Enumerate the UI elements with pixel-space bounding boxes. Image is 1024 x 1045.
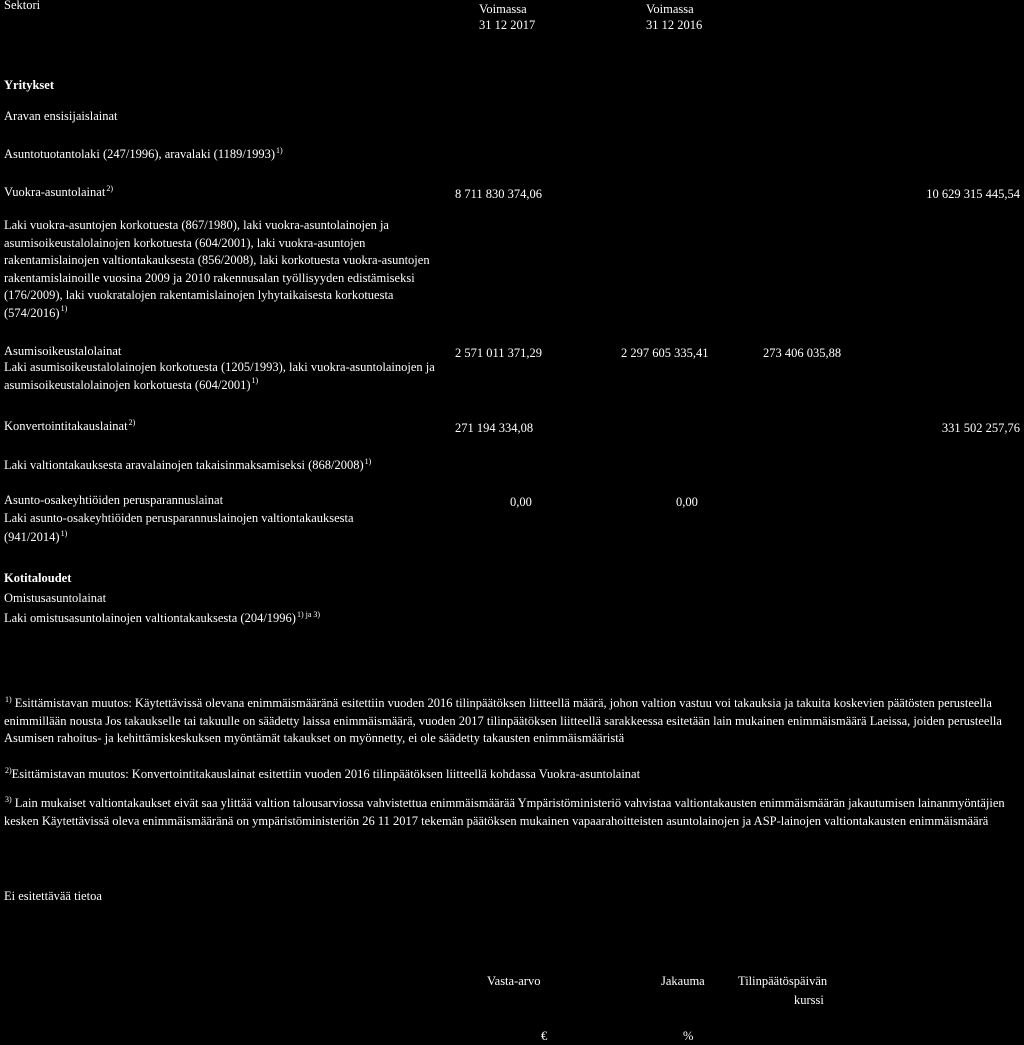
renovation-law-text-2: $(941/2014)^{1)}$ [4, 528, 68, 544]
arava-primary-label: Aravan ensisijaislainat [4, 109, 118, 123]
header-col2-line2: 31 12 2016 [646, 18, 703, 32]
renovation-loans-label: Asunto-osakeyhtiöiden perusparannuslainat [4, 493, 224, 507]
col-distribution-header: Jakauma [661, 974, 705, 988]
renovation-law-text-1: Laki asunto-osakeyhtiöiden perusparannuslainojen valtiontakauksesta [4, 511, 354, 525]
housing-law-text: Asuntotuotantolaki (247/1996), aravalaki $(1189/1993)^{1)}$ [4, 145, 283, 161]
unit-value: € [541, 1029, 548, 1043]
header-sector: Sektori [4, 0, 41, 12]
conversion-law-text: Laki valtiontakauksesta aravalainojen takaisinmaksamiseksi $(868/2008)^{1)}$ [4, 456, 372, 472]
unit-distribution: % [683, 1029, 694, 1043]
conversion-loans-value-2017: 271 194 334,08 [455, 421, 534, 435]
renovation-value-2017: 0,00 [510, 495, 532, 509]
footnote-2: $^{2)}$Esittämistavan muutos: Konvertointitakauslainat esitettiin vuoden 2016 tilinpäätöksen liitteellä kohdassa Vuokra-asuntolainat [5, 765, 641, 781]
rental-law-text: Laki vuokra-asuntojen korkotuesta (867/1980), laki vuokra-asuntolainojen ja asumisoikeustalolainojen korkotuesta (604/2001), laki vuokra-asuntojen rakentamislainojen valtiontakauksesta (856/2008), laki korkotuesta vuokra-asuntojen rakentamislainoille vuosina 2009 ja 2010 rakennusalan työllisyyden edistämiseksi (176/2009), laki vuokratalojen rakentamislainojen lyhytaikaisesta korkotuesta $(574/2016)^{1)}$ [4, 218, 430, 320]
no-data-text: Ei esitettävää tietoa [4, 889, 102, 903]
companies-heading: Yritykset [4, 78, 54, 92]
col-value-header: Vasta-arvo [487, 974, 541, 988]
ownership-loans-label: Omistusasuntolainat [4, 591, 107, 605]
col-rate-header-2: kurssi [794, 993, 824, 1007]
header-col1-line1: Voimassa [479, 2, 527, 16]
rental-loans-value-max: 10 629 315 445,54 [926, 187, 1020, 201]
col-rate-header-1: Tilinpäätöspäivän [738, 974, 828, 988]
conversion-loans-label: Konvertointitakauslainat$^{2)}$ [4, 417, 136, 433]
conversion-loans-value-max: 331 502 257,76 [941, 421, 1020, 435]
rental-loans-label: Vuokra-asuntolainat$^{2)}$ [4, 183, 113, 199]
footnote-1: $^{1)}$ Esittämistavan muutos: Käytettävissä olevana enimmäismääränä esitettiin vuoden 2016 tilinpäätöksen liitteellä määrä, johon valtion vastuu voi takauksia ja takuita koskevien päätösten perusteella enimmillään nousta Jos takaukselle tai takuulle on säädetty laissa enimmäismäärä, vuoden 2017 tilinpäätöksen liitteellä sarakkeessa esitetään lain mukainen enimmäismäärä Laeissa, joiden perusteella Asumisen rahoitus- ja kehittämiskeskuksen myöntämät takaukset on myönnetty, ei ole säädetty takausten enimmäismääristä [4, 694, 1002, 745]
right-of-occupancy-value-2016: 2 297 605 335,41 [621, 346, 709, 360]
header-col1-line2: 31 12 2017 [479, 18, 536, 32]
right-of-occupancy-value-2017: 2 571 011 371,29 [455, 346, 543, 360]
households-heading: Kotitaloudet [4, 571, 72, 585]
right-of-occupancy-law-text: Laki asumisoikeustalolainojen korkotuesta (1205/1993), laki vuokra-asuntolainojen ja asumisoikeustalolainojen korkotuesta $(604/2001)^{1)}$ [4, 360, 435, 392]
rental-loans-value-2017: 8 711 830 374,06 [455, 187, 543, 201]
footnote-3: $^{3)}$ Lain mukaiset valtiontakaukset eivät saa ylittää valtion talousarviossa vahvistettua enimmäismäärää Ympäristöministeriö vahvistaa valtiontakausten enimmäismäärän jakautumisen lainanmyöntäjien kesken Käytettävissä oleva enimmäismääränä on ympäristöministeriön 26 11 2017 tekemän päätöksen mukainen vapaarahoitteisten asuntolainojen ja ASP-lainojen valtiontakausten enimmäismäärä [4, 794, 1005, 828]
right-of-occupancy-label: Asumisoikeustalolainat [4, 344, 122, 358]
right-of-occupancy-value-diff: 273 406 035,88 [763, 346, 842, 360]
header-col2-line1: Voimassa [646, 2, 694, 16]
renovation-value-2016: 0,00 [676, 495, 698, 509]
ownership-law-text: Laki omistusasuntolainojen valtiontakauksesta $(204/1996)^{1) ja 3)}$ [4, 609, 321, 625]
